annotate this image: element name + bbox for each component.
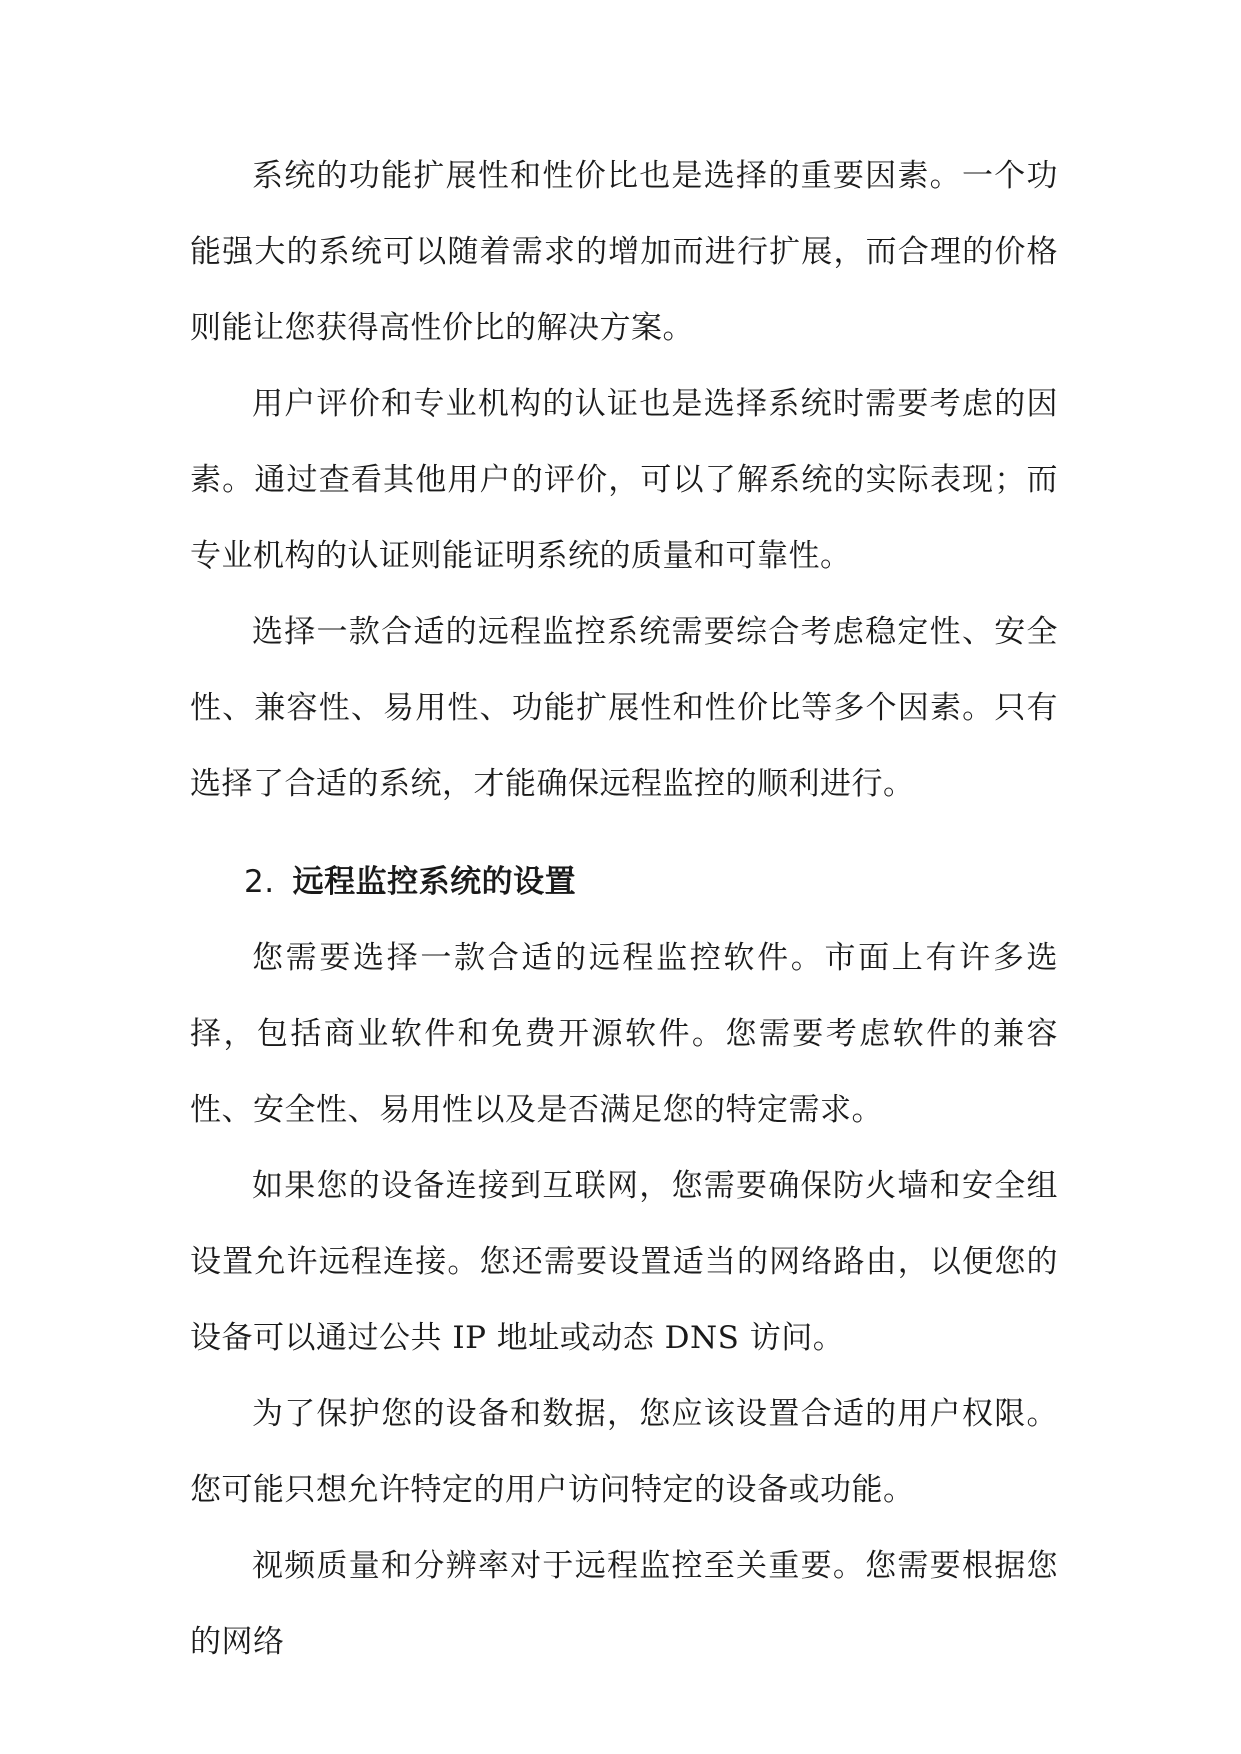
document-page <box>190 138 1058 1680</box>
section-heading <box>190 844 1058 920</box>
paragraph-feature-scalability: 系统的功能扩展性和性价比也是选择的重要因素。一个功能强大的系统可以随着需求的增加而进行扩展，而合理的价格则能让您获得高性价比的解决方案。 <box>190 158 1058 346</box>
paragraph-network-setup: 如果您的设备连接到互联网，您需要确保防火墙和安全组设置允许远程连接。您还需要设置适当的网络路由，以便您的设备可以通过公共 IP 地址或动态 DNS 访问。 <box>190 1168 1058 1356</box>
section-number: 2. <box>244 864 275 900</box>
paragraph-software-choice: 您需要选择一款合适的远程监控软件。市面上有许多选择，包括商业软件和免费开源软件。您需要考虑软件的兼容性、安全性、易用性以及是否满足您的特定需求。 <box>190 940 1058 1128</box>
section-title: 远程监控系统的设置 <box>292 864 577 900</box>
paragraph-user-reviews: 用户评价和专业机构的认证也是选择系统时需要考虑的因素。通过查看其他用户的评价，可以了解系统的实际表现；而专业机构的认证则能证明系统的质量和可靠性。 <box>190 386 1058 574</box>
paragraph-user-permissions: 为了保护您的设备和数据，您应该设置合适的用户权限。您可能只想允许特定的用户访问特定的设备或功能。 <box>190 1396 1058 1508</box>
paragraph-video-quality: 视频质量和分辨率对于远程监控至关重要。您需要根据您的网络 <box>190 1548 1058 1660</box>
paragraph-selection-summary: 选择一款合适的远程监控系统需要综合考虑稳定性、安全性、兼容性、易用性、功能扩展性和性价比等多个因素。只有选择了合适的系统，才能确保远程监控的顺利进行。 <box>190 614 1058 802</box>
